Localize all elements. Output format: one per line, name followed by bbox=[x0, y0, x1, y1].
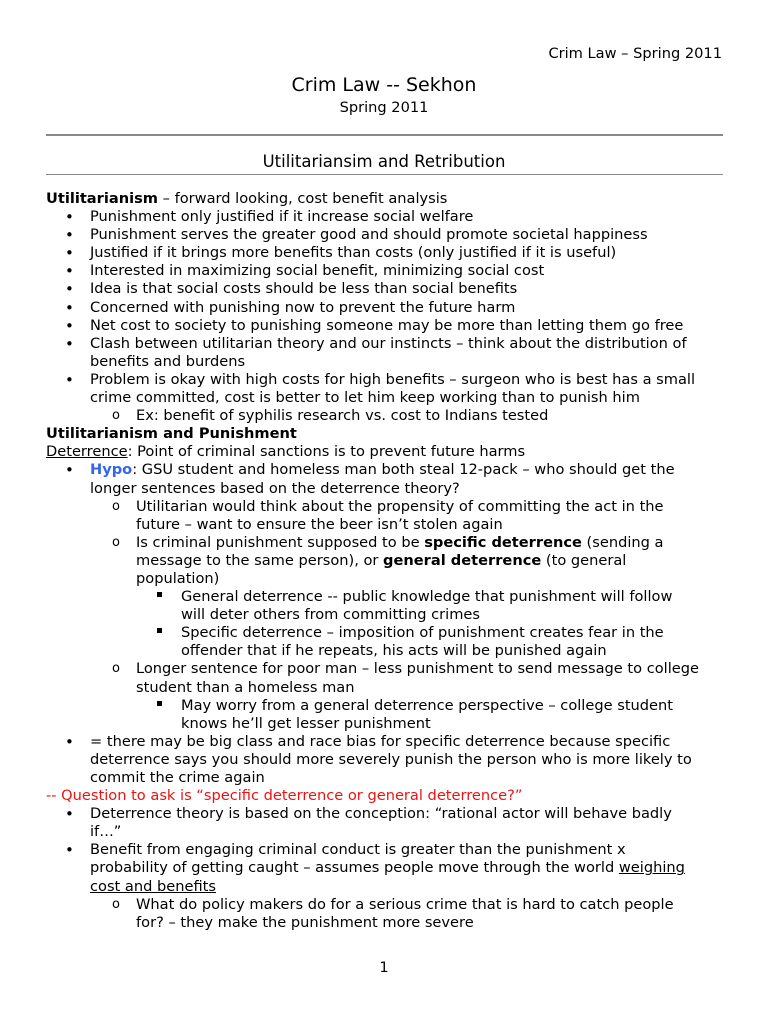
section-heading: Utilitarianism and Punishment bbox=[46, 425, 297, 443]
sub-sub-list-item-continuation: will deter others from committing crimes bbox=[181, 606, 481, 624]
sub-list-item: o Ex: benefit of syphilis research vs. cost to Indians tested bbox=[112, 407, 549, 425]
key-question: -- Question to ask is “specific deterrence or general deterrence?” bbox=[46, 787, 523, 805]
list-item: • Benefit from engaging criminal conduct is greater than the punishment x bbox=[65, 841, 626, 860]
title-divider bbox=[46, 134, 723, 136]
list-item: • Net cost to society to punishing someone may be more than letting them go free bbox=[65, 316, 684, 335]
bullet-icon: • bbox=[65, 244, 74, 263]
list-item: • Punishment only justified if it increase social welfare bbox=[65, 208, 474, 227]
sub-sub-list-item-continuation: offender that if he repeats, his acts will be punished again bbox=[181, 642, 607, 660]
list-item-continuation: deterrence says you should more severely punish the person who is more likely to bbox=[90, 750, 692, 768]
circle-bullet-icon: o bbox=[112, 534, 120, 550]
sub-sub-list-item: General deterrence -- public knowledge that punishment will follow bbox=[46, 588, 726, 606]
sub-list-item-continuation: population) bbox=[136, 569, 220, 587]
term-utilitarianism: Utilitarianism bbox=[46, 190, 158, 207]
bullet-icon: • bbox=[65, 262, 74, 281]
list-item: • Deterrence theory is based on the conception: “rational actor will behave badly bbox=[65, 805, 672, 824]
page-number: 1 bbox=[379, 959, 389, 976]
bullet-icon: • bbox=[65, 841, 74, 860]
section-divider bbox=[46, 174, 723, 175]
bullet-icon: • bbox=[65, 370, 74, 389]
deterrence-definition: Deterrence: Point of criminal sanctions is to prevent future harms bbox=[46, 443, 526, 461]
sub-sub-list-item-continuation: knows he’ll get lesser punishment bbox=[181, 714, 431, 732]
sub-list-item-continuation: student than a homeless man bbox=[136, 678, 355, 696]
list-item: • Concerned with punishing now to prevent the future harm bbox=[65, 298, 516, 317]
bullet-icon: • bbox=[65, 226, 74, 245]
list-item: • Clash between utilitarian theory and our instincts – think about the distribution of bbox=[65, 334, 687, 353]
list-item-continuation: crime committed, cost is better to let him keep working than to punish him bbox=[90, 389, 640, 407]
sub-list-item: o Longer sentence for poor man – less punishment to send message to college bbox=[112, 660, 699, 678]
list-item: • Idea is that social costs should be less than social benefits bbox=[65, 280, 518, 299]
list-item: • Punishment serves the greater good and should promote societal happiness bbox=[65, 226, 648, 245]
list-item-continuation: commit the crime again bbox=[90, 769, 265, 786]
sub-list-item: o What do policy makers do for a serious crime that is hard to catch people bbox=[112, 895, 674, 913]
square-bullet-icon bbox=[157, 592, 162, 597]
document-title: Crim Law -- Sekhon bbox=[291, 74, 477, 96]
circle-bullet-icon: o bbox=[112, 498, 120, 514]
list-item-continuation: if…” bbox=[90, 823, 122, 841]
list-item: • Interested in maximizing social benefit, minimizing social cost bbox=[65, 262, 545, 281]
running-header: Crim Law – Spring 2011 bbox=[548, 45, 722, 62]
bullet-icon: • bbox=[65, 805, 74, 824]
list-item-continuation: probability of getting caught – assumes people move through the world weighing bbox=[90, 859, 685, 877]
list-item: • Problem is okay with high costs for high benefits – surgeon who is best has a small bbox=[65, 370, 696, 389]
sub-list-item: o Utilitarian would think about the propensity of committing the act in the bbox=[112, 497, 664, 515]
sub-list-item-continuation: future – want to ensure the beer isn’t stolen again bbox=[136, 515, 503, 533]
bullet-icon: • bbox=[65, 461, 74, 480]
sub-sub-list-item: May worry from a general deterrence perspective – college student bbox=[46, 697, 726, 715]
list-item: • Hypo: GSU student and homeless man both steal 12-pack – who should get the bbox=[65, 461, 675, 480]
square-bullet-icon bbox=[157, 701, 162, 706]
list-item-continuation: benefits and burdens bbox=[90, 352, 246, 370]
sub-list-item-continuation: message to the same person), or general deterrence (to general bbox=[136, 551, 627, 569]
square-bullet-icon bbox=[157, 628, 162, 633]
bullet-icon: • bbox=[65, 316, 74, 335]
list-item: • Justified if it brings more benefits than costs (only justified if it is useful) bbox=[65, 244, 617, 263]
bullet-icon: • bbox=[65, 208, 74, 227]
utilitarianism-definition: Utilitarianism – forward looking, cost benefit analysis bbox=[46, 190, 448, 207]
hypo-label: Hypo bbox=[90, 461, 133, 479]
circle-bullet-icon: o bbox=[112, 896, 120, 912]
bullet-icon: • bbox=[65, 298, 74, 317]
bullet-icon: • bbox=[65, 334, 74, 353]
bullet-icon: • bbox=[65, 732, 74, 751]
bullet-icon: • bbox=[65, 280, 74, 299]
document-subtitle: Spring 2011 bbox=[339, 99, 429, 116]
term-deterrence: Deterrence bbox=[46, 443, 128, 461]
circle-bullet-icon: o bbox=[112, 408, 120, 424]
list-item-continuation: longer sentences based on the deterrence theory? bbox=[90, 479, 460, 497]
sub-list-item: o Is criminal punishment supposed to be specific deterrence (sending a bbox=[112, 533, 664, 551]
notes-body bbox=[46, 190, 726, 932]
section-title: Utilitariansim and Retribution bbox=[262, 152, 506, 171]
circle-bullet-icon: o bbox=[112, 661, 120, 677]
sub-sub-list-item: Specific deterrence – imposition of punishment creates fear in the bbox=[46, 624, 726, 642]
list-item-continuation: cost and benefits bbox=[90, 877, 216, 895]
list-item: • = there may be big class and race bias for specific deterrence because specific bbox=[65, 732, 671, 751]
sub-list-item-continuation: for? – they make the punishment more severe bbox=[136, 913, 474, 931]
